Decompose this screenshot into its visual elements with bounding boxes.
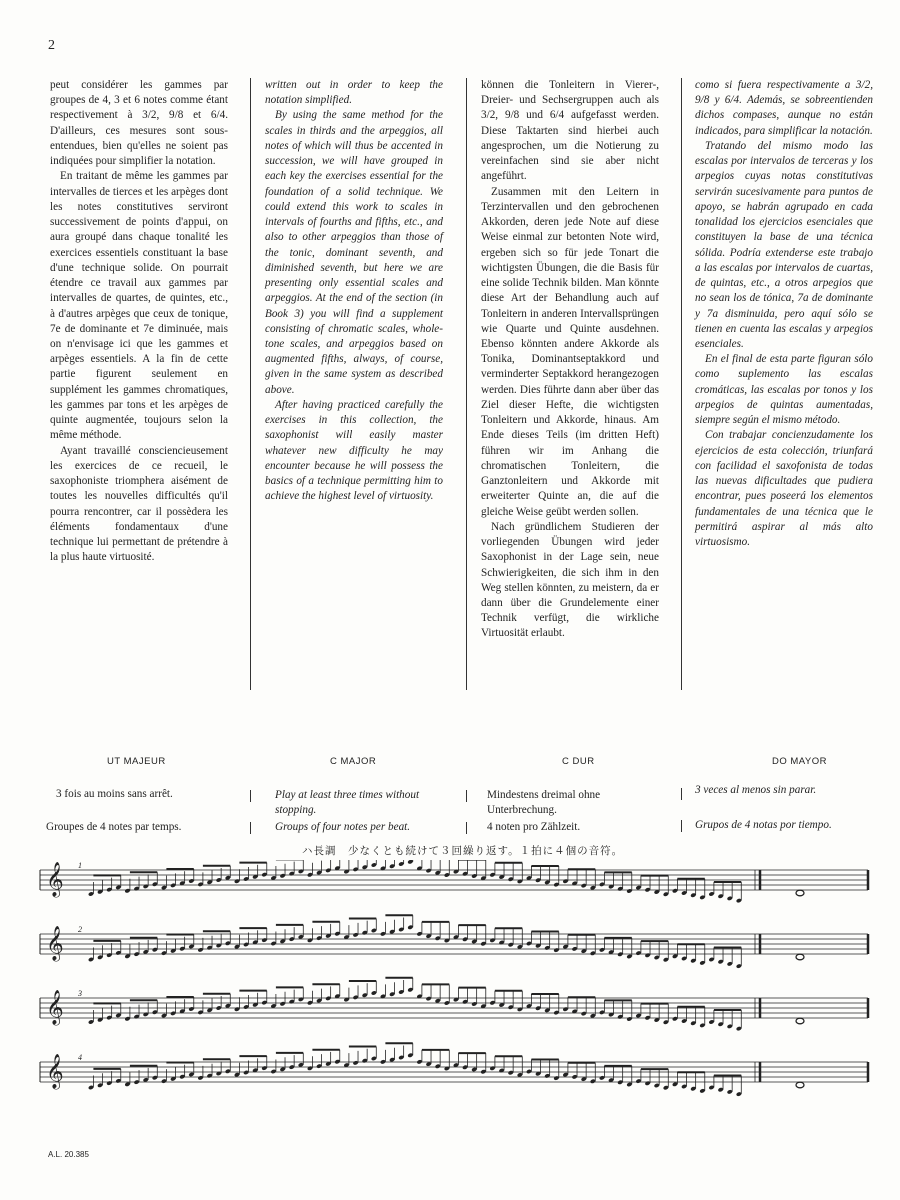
treble-clef-icon: 𝄞 — [46, 863, 64, 896]
treble-clef-icon: 𝄞 — [46, 991, 64, 1024]
key-header-german: C DUR — [562, 756, 595, 767]
instruction-german-1: Mindestens dreimal ohne Unterbrechung. — [487, 789, 601, 816]
instruction-german-2: 4 noten pro Zählzeit. — [487, 821, 581, 833]
instruction-spanish-1: 3 veces al menos sin parar. — [695, 784, 817, 796]
treble-clef-icon: 𝄞 — [46, 927, 64, 960]
staff-number: 2 — [78, 925, 82, 934]
instruction-divider — [250, 790, 251, 802]
french-paragraph: peut considérer les gammes par groupes de 4, 3 et 6 notes comme étant respectivement à 3/2, 9/8 et 6/4. D'ailleurs, ces mesures sont sous-entendues, bien qu'elles ne soient pas indiquées pour simplifier la notation. — [50, 79, 228, 168]
staff-number: 4 — [78, 1053, 82, 1062]
french-paragraph: En traitant de même les gammes par intervalles de tierces et les arpèges dont les notes constitutives serviront successivement de points d'appui, on aura groupé dans chaque tonalité les exercices essentiels constituant la base d'une technique solide. On pourrait étendre ce travail aux gammes par intervalles de quartes, de quintes, etc., à d'autres arpèges que ceux de tonique, 7e de dominante et 7e diminuée, mais on n'envisage ici que les gammes et arpèges essentiels. A la fin de cette partie figurent seulement en supplément les gammes chromatiques, les gammes par tons et les arpèges de quinte augmentée, toujours selon la même méthode. — [50, 170, 228, 442]
column-divider — [250, 78, 251, 690]
instruction-english-2: Groups of four notes per beat. — [275, 821, 411, 833]
german-paragraph: können die Tonleitern in Vierer-, Dreier- und Sechsergruppen auch als 3/2, 9/8 und 6/4 aufgefasst werden. Diese Taktarten sind hierbei auch angesprochen, um die Notierung zu vereinfachen sind sie aber nicht angeführt. — [481, 79, 659, 183]
key-header-french: UT MAJEUR — [107, 756, 166, 767]
spanish-paragraph: Tratando del mismo modo las escalas por intervalos de terceras y los arpegios cuyas notas constitutivas servirán sucesivamente para puntos de apoyo, se habrán agrupado en cada tonalidad los ejercicios esenciales que constituyen la base de una técnica sólida. Podría extenderse este trabajo a las escalas por intervalos de cuartas, de quintas, etc., a otros arpegios que no sean los de tónica, 7a de dominante y 7a disminuida, pero aquí sólo se tienen en cuenta las escalas y arpegios esenciales. — [695, 139, 873, 350]
english-paragraph: written out in order to keep the notation simplified. — [265, 79, 443, 107]
spanish-paragraph: Con trabajar concienzudamente los ejercicios de esta colección, triunfará con facilidad el saxofonista de todas las nuevas dificultades que pudiera encontrar, pues poseerá los elementos fundamentales de una técnica que le permitirá aspirar al más alto virtuosismo. — [695, 429, 873, 549]
whole-note — [796, 1082, 804, 1088]
staff-number: 3 — [78, 989, 82, 998]
whole-note — [796, 954, 804, 960]
french-paragraph: Ayant travaillé consciencieusement les exercices de ce recueil, le saxophoniste triomphera aisément de toutes les nouvelles difficultés qu'il pourra rencontrer, car il possèdera les éléments fondamentaux d'une technique lui permettant de prétendre à la plus haute virtuosité. — [50, 444, 228, 564]
key-header-spanish: DO MAYOR — [772, 756, 828, 767]
japanese-caption: ハ長調 少なくとも続けて３回繰り返す。１拍に４個の音符。 — [302, 846, 624, 857]
staff-number: 1 — [78, 861, 82, 870]
column-divider — [681, 78, 682, 690]
english-column — [265, 78, 443, 505]
page-number: 2 — [48, 38, 55, 53]
french-column — [50, 78, 228, 566]
instruction-english-1: Play at least three times without stopping. — [275, 789, 420, 816]
instruction-divider — [681, 788, 682, 800]
catalog-number: A.L. 20.385 — [48, 1150, 89, 1159]
instruction-divider — [681, 820, 682, 832]
instruction-french-2: Groupes de 4 notes par temps. — [46, 821, 182, 833]
german-paragraph: Zusammen mit den Leitern in Terzintervallen und den gebrochenen Akkorden, deren jede Note auf diese Weise einmal zur betonten Note wird, ergeben sich so für jede Tonart die wichtigsten Übungen, die die Basis für eine solide Technik bilden. Man könnte diese Art der Behandlung auch auf Tonleitern in anderen Intervallsprüngen wie Quarte und Quinte ausdehnen. Ebenso könnten andere Akkorde als Tonika, Dominantseptakkord und verminderter Septakkord herangezogen werden. Dies führte dann aber über das Ziel dieser Hefte, die wichtigsten Tonleitern und Akkorde, hinaus. Am Ende dieses Teils (im dritten Heft) führen wir im Anhang die chromatischen Tonleitern, die Ganztonleitern und Akkorde mit erweiterter Quinte an, die auf die gleiche Weise geübt werden sollen. — [481, 185, 659, 518]
treble-clef-icon: 𝄞 — [46, 1055, 64, 1088]
german-paragraph: Nach gründlichem Studieren der vorliegenden Übungen wird jeder Saxophonist in der Lage sein, neue Schwierigkeiten, die sich ihm in den Weg stellen könnten, zu meistern, da er dann über die Grundelemente einer Technik verfügt, die wirkliche Virtuosität erlaubt. — [481, 520, 659, 640]
column-divider — [466, 78, 467, 690]
instruction-divider — [250, 822, 251, 834]
instruction-french-1: 3 fois au moins sans arrêt. — [56, 788, 173, 800]
whole-note — [796, 890, 804, 896]
instruction-spanish-2: Grupos de 4 notas por tiempo. — [695, 819, 832, 831]
spanish-paragraph: como si fuera respectivamente a 3/2, 9/8 y 6/4. Además, se sobreentienden dichos compases, aunque no están indicados, para simplificar la notación. — [695, 79, 873, 137]
key-header-english: C MAJOR — [330, 756, 377, 767]
instruction-divider — [466, 790, 467, 802]
instruction-divider — [466, 822, 467, 834]
spanish-paragraph: En el final de esta parte figuran sólo como suplemento las escalas cromáticas, las escalas por tonos y los arpegios de quintas aumentadas, siempre según el mismo método. — [695, 353, 873, 427]
music-score — [0, 860, 900, 1140]
german-column — [481, 78, 659, 642]
spanish-column — [695, 78, 873, 550]
english-paragraph: After having practiced carefully the exercises in this collection, the saxophonist will easily master whatever new difficulty he may encounter because he will possess the basics of a technique permitting him to achieve the highest level of virtuosity. — [265, 398, 443, 503]
english-paragraph: By using the same method for the scales in thirds and the arpeggios, all notes of which will thus be accented in succession, we will have grouped in each key the exercises essential for the foundation of a solid technique. We could extend this work to scales in intervals of fourths and fifths, etc., and also to other arpeggios than those of the tonic, dominant seventh, and diminished seventh, but here we are presenting only essential scales and arpeggios. At the end of the section (in Book 3) you will find a supplement consisting of chromatic scales, whole-tone scales, and arpeggios based on augmented fifths, always, of course, given in the same system as described above. — [265, 109, 443, 396]
whole-note — [796, 1018, 804, 1024]
